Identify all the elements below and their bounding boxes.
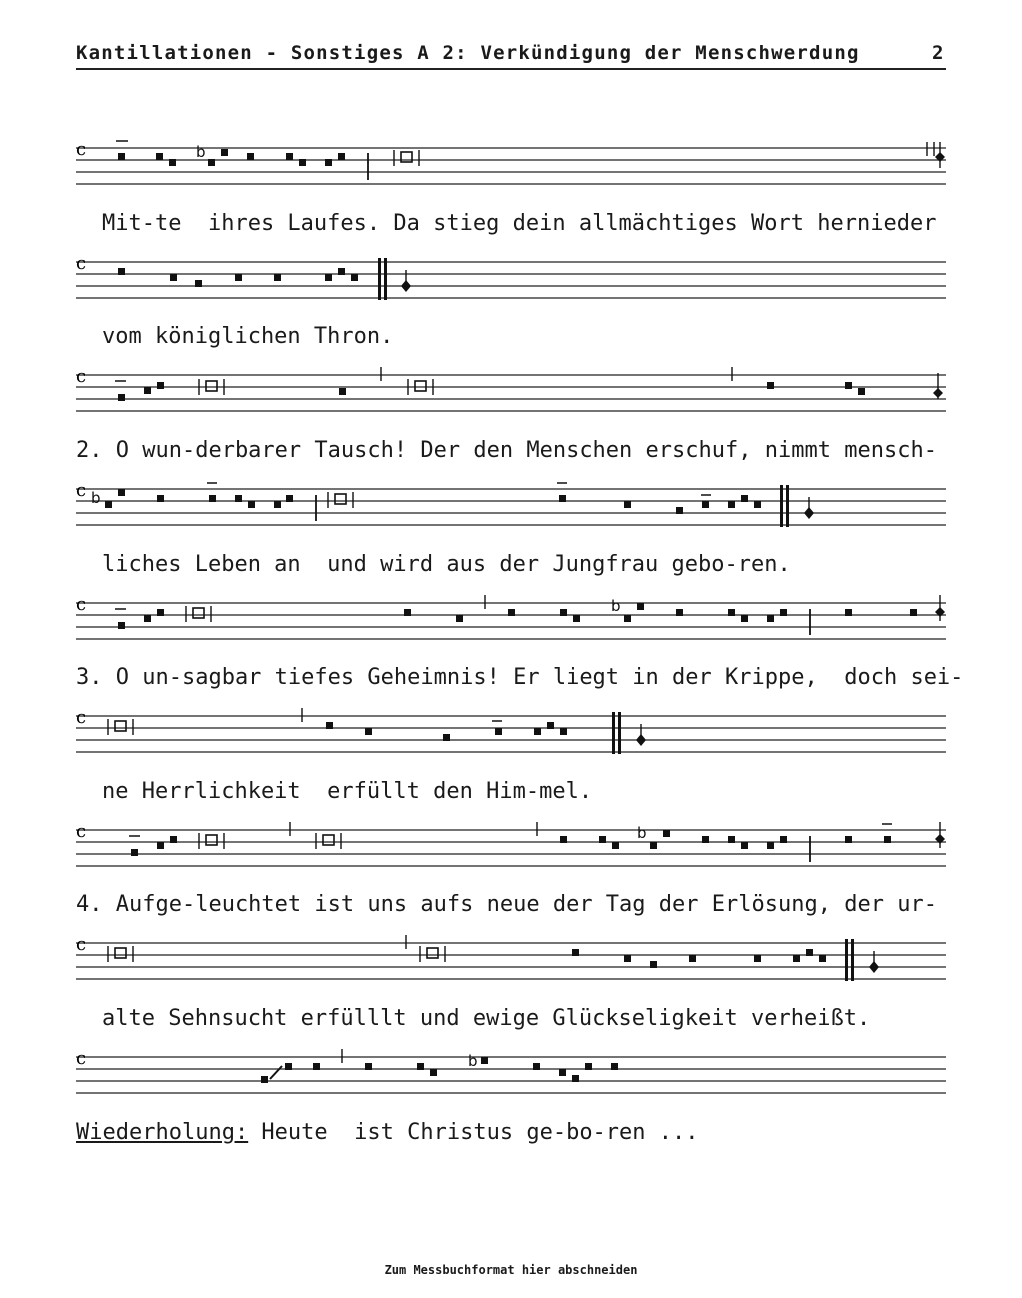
lyric-line-3: 2. O wun-derbarer Tausch! Der den Menschen erschuf, nimmt mensch- bbox=[76, 438, 937, 463]
repeat-label: Wiederholung: bbox=[76, 1120, 249, 1145]
lyric-line-7: 4. Aufge-leuchtet ist uns aufs neue der Tag der Erlösung, der ur- bbox=[76, 892, 937, 917]
music-staff-2 bbox=[74, 254, 948, 300]
lyric-line-4: liches Leben an und wird aus der Jungfrau gebo-ren. bbox=[102, 552, 791, 577]
svg-text:c: c bbox=[76, 480, 87, 501]
lyric-line-8: alte Sehnsucht erfülllt und ewige Glückseligkeit verheißt. bbox=[102, 1006, 871, 1031]
music-staff-3 bbox=[74, 367, 948, 413]
svg-text:c: c bbox=[76, 366, 87, 387]
music-staff-6 bbox=[74, 708, 948, 754]
svg-text:c: c bbox=[76, 1048, 87, 1069]
svg-text:c: c bbox=[76, 253, 87, 274]
c-clef-icon: c bbox=[76, 139, 87, 160]
lyric-line-6: ne Herrlichkeit erfüllt den Him-mel. bbox=[102, 779, 593, 804]
lyric-line-2: vom königlichen Thron. bbox=[102, 324, 394, 349]
music-staff-8 bbox=[74, 935, 948, 981]
svg-text:b: b bbox=[468, 1052, 478, 1070]
music-staff-4 bbox=[74, 481, 948, 527]
page-number: 2 bbox=[932, 42, 944, 64]
svg-text:b: b bbox=[611, 597, 621, 615]
svg-text:c: c bbox=[76, 707, 87, 728]
music-staff-5 bbox=[74, 595, 948, 641]
svg-text:b: b bbox=[196, 143, 206, 161]
music-staff-7 bbox=[74, 822, 948, 868]
lyric-line-1: Mit-te ihres Laufes. Da stieg dein allmächtiges Wort hernieder bbox=[102, 211, 937, 236]
footer-cut-note: Zum Messbuchformat hier abschneiden bbox=[384, 1263, 638, 1277]
svg-text:c: c bbox=[76, 934, 87, 955]
header-rule bbox=[76, 68, 946, 70]
svg-text:c: c bbox=[76, 594, 87, 615]
repeat-text: Heute ist Christus ge-bo-ren ... bbox=[248, 1120, 699, 1145]
svg-text:c: c bbox=[76, 821, 87, 842]
svg-text:b: b bbox=[91, 489, 101, 507]
repeat-line bbox=[76, 1120, 699, 1145]
music-staff-1 bbox=[74, 140, 948, 186]
lyric-line-5: 3. O un-sagbar tiefes Geheimnis! Er liegt in der Krippe, doch sei- bbox=[76, 665, 964, 690]
svg-text:b: b bbox=[637, 824, 647, 842]
page-header-title: Kantillationen - Sonstiges A 2: Verkündigung der Menschwerdung bbox=[76, 42, 860, 64]
music-staff-9 bbox=[74, 1049, 948, 1095]
